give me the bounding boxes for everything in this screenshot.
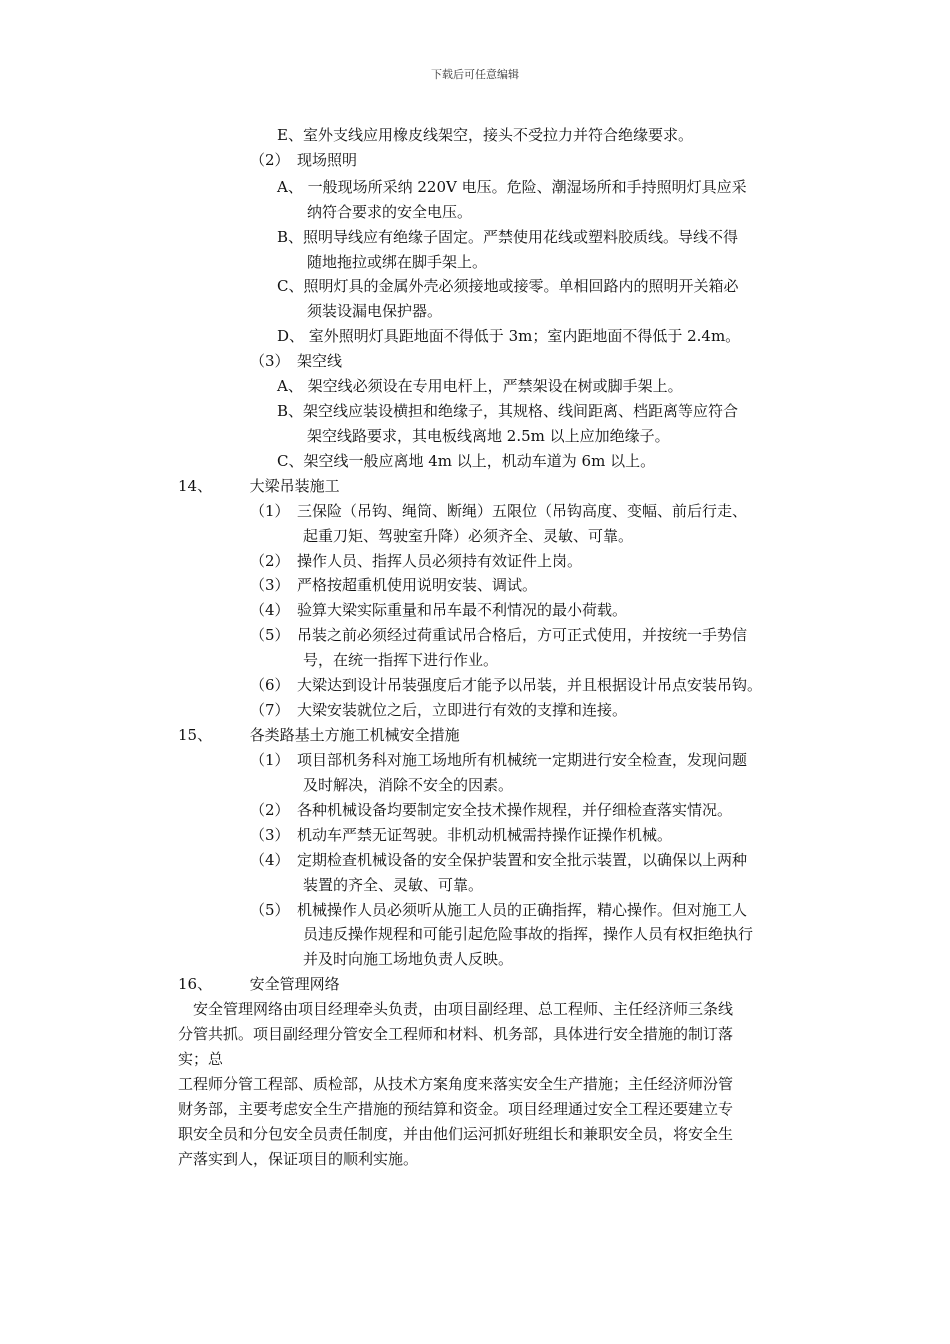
item-e-outdoor-branch: E、室外支线应用橡皮线架空，接头不受拉力并符合绝缘要求。: [277, 126, 693, 144]
s15-item-5-cont-2: 并及时向施工场地负责人反映。: [303, 950, 514, 968]
s14-item-5-cont: 号，在统一指挥下进行作业。: [303, 651, 499, 669]
heading-site-lighting: （2） 现场照明: [250, 151, 358, 169]
s15-item-4-cont: 装置的齐全、灵敏、可靠。: [303, 876, 484, 894]
section-15-heading: 15、 各类路基土方施工机械安全措施: [178, 726, 460, 744]
heading-overhead-lines: （3） 架空线: [250, 352, 343, 370]
s16-paragraph-line-5: 财务部，主要考虑安全生产措施的预结算和资金。项目经理通过安全工程还要建立专: [178, 1100, 734, 1118]
s14-item-1: （1） 三保险（吊钩、绳筒、断绳）五限位（吊钩高度、变幅、前后行走、: [250, 502, 748, 520]
item-b-crossarm: B、架空线应装设横担和绝缘子，其规格、线间距离、档距离等应符合: [277, 402, 739, 420]
item-c-clearance: C、架空线一般应离地 4m 以上，机动车道为 6m 以上。: [277, 452, 656, 470]
s16-paragraph-line-4: 工程师分管工程部、质检部，从技术方案角度来落实安全生产措施；主任经济师汾管: [178, 1075, 734, 1093]
s14-item-6: （6） 大梁达到设计吊装强度后才能予以吊装，并且根据设计吊点安装吊钩。: [250, 676, 763, 694]
section-16-heading: 16、 安全管理网络: [178, 975, 340, 993]
s16-paragraph-line-7: 产落实到人，保证项目的顺利实施。: [178, 1150, 419, 1168]
s16-paragraph-line-1: 安全管理网络由项目经理牵头负责，由项目副经理、总工程师、主任经济师三条线: [178, 1000, 734, 1018]
s14-item-4: （4） 验算大梁实际重量和吊车最不利情况的最小荷载。: [250, 601, 628, 619]
s15-item-5: （5） 机械操作人员必须听从施工人员的正确指挥，精心操作。但对施工人: [250, 901, 748, 919]
item-b-wiring-cont: 随地拖拉或绑在脚手架上。: [307, 253, 488, 271]
s14-item-5: （5） 吊装之前必须经过荷重试吊合格后，方可正式使用，并按统一手势信: [250, 626, 748, 644]
s16-paragraph-line-2: 分管共抓。项目副经理分管安全工程师和材料、机务部，具体进行安全措施的制订落: [178, 1025, 734, 1043]
s15-item-1: （1） 项目部机务科对施工场地所有机械统一定期进行安全检查，发现问题: [250, 751, 748, 769]
s15-item-2: （2） 各种机械设备均要制定安全技术操作规程，并仔细检查落实情况。: [250, 801, 733, 819]
s14-item-1-cont: 起重刀矩、驾驶室升降）必须齐全、灵敏、可靠。: [303, 527, 634, 545]
s14-item-2: （2） 操作人员、指挥人员必须持有效证件上岗。: [250, 552, 583, 570]
page-header: 下载后可任意编辑: [431, 68, 519, 81]
item-c-grounding-cont: 须装设漏电保护器。: [307, 302, 443, 320]
item-c-grounding: C、照明灯具的金属外壳必须接地或接零。单相回路内的照明开关箱必: [277, 277, 739, 295]
section-14-heading: 14、 大梁吊装施工: [178, 477, 340, 495]
item-b-wiring: B、照明导线应有绝缘子固定。严禁使用花线或塑料胶质线。导线不得: [277, 228, 739, 246]
item-a-voltage-cont: 纳符合要求的安全电压。: [307, 203, 473, 221]
s16-paragraph-line-3: 实；总: [178, 1050, 224, 1068]
s16-paragraph-line-6: 职安全员和分包安全员责任制度，并由他们运河抓好班组长和兼职安全员，将安全生: [178, 1125, 734, 1143]
item-a-voltage: A、 一般现场所采纳 220V 电压。危险、潮湿场所和手持照明灯具应采: [277, 178, 747, 196]
s14-item-7: （7） 大梁安装就位之后，立即进行有效的支撑和连接。: [250, 701, 628, 719]
s15-item-5-cont-1: 员违反操作规程和可能引起危险事故的指挥，操作人员有权拒绝执行: [303, 925, 754, 943]
s14-item-3: （3） 严格按超重机使用说明安装、调试。: [250, 576, 538, 594]
item-a-poles: A、 架空线必须设在专用电杆上，严禁架设在树或脚手架上。: [277, 377, 683, 395]
item-d-height: D、 室外照明灯具距地面不得低于 3m；室内距地面不得低于 2.4m。: [277, 327, 741, 345]
s15-item-1-cont: 及时解决，消除不安全的因素。: [303, 776, 514, 794]
item-b-crossarm-cont: 架空线路要求，其电板线离地 2.5m 以上应加绝缘子。: [307, 427, 670, 445]
s15-item-3: （3） 机动车严禁无证驾驶。非机动机械需持操作证操作机械。: [250, 826, 673, 844]
s15-item-4: （4） 定期检查机械设备的安全保护装置和安全批示装置，以确保以上两种: [250, 851, 748, 869]
